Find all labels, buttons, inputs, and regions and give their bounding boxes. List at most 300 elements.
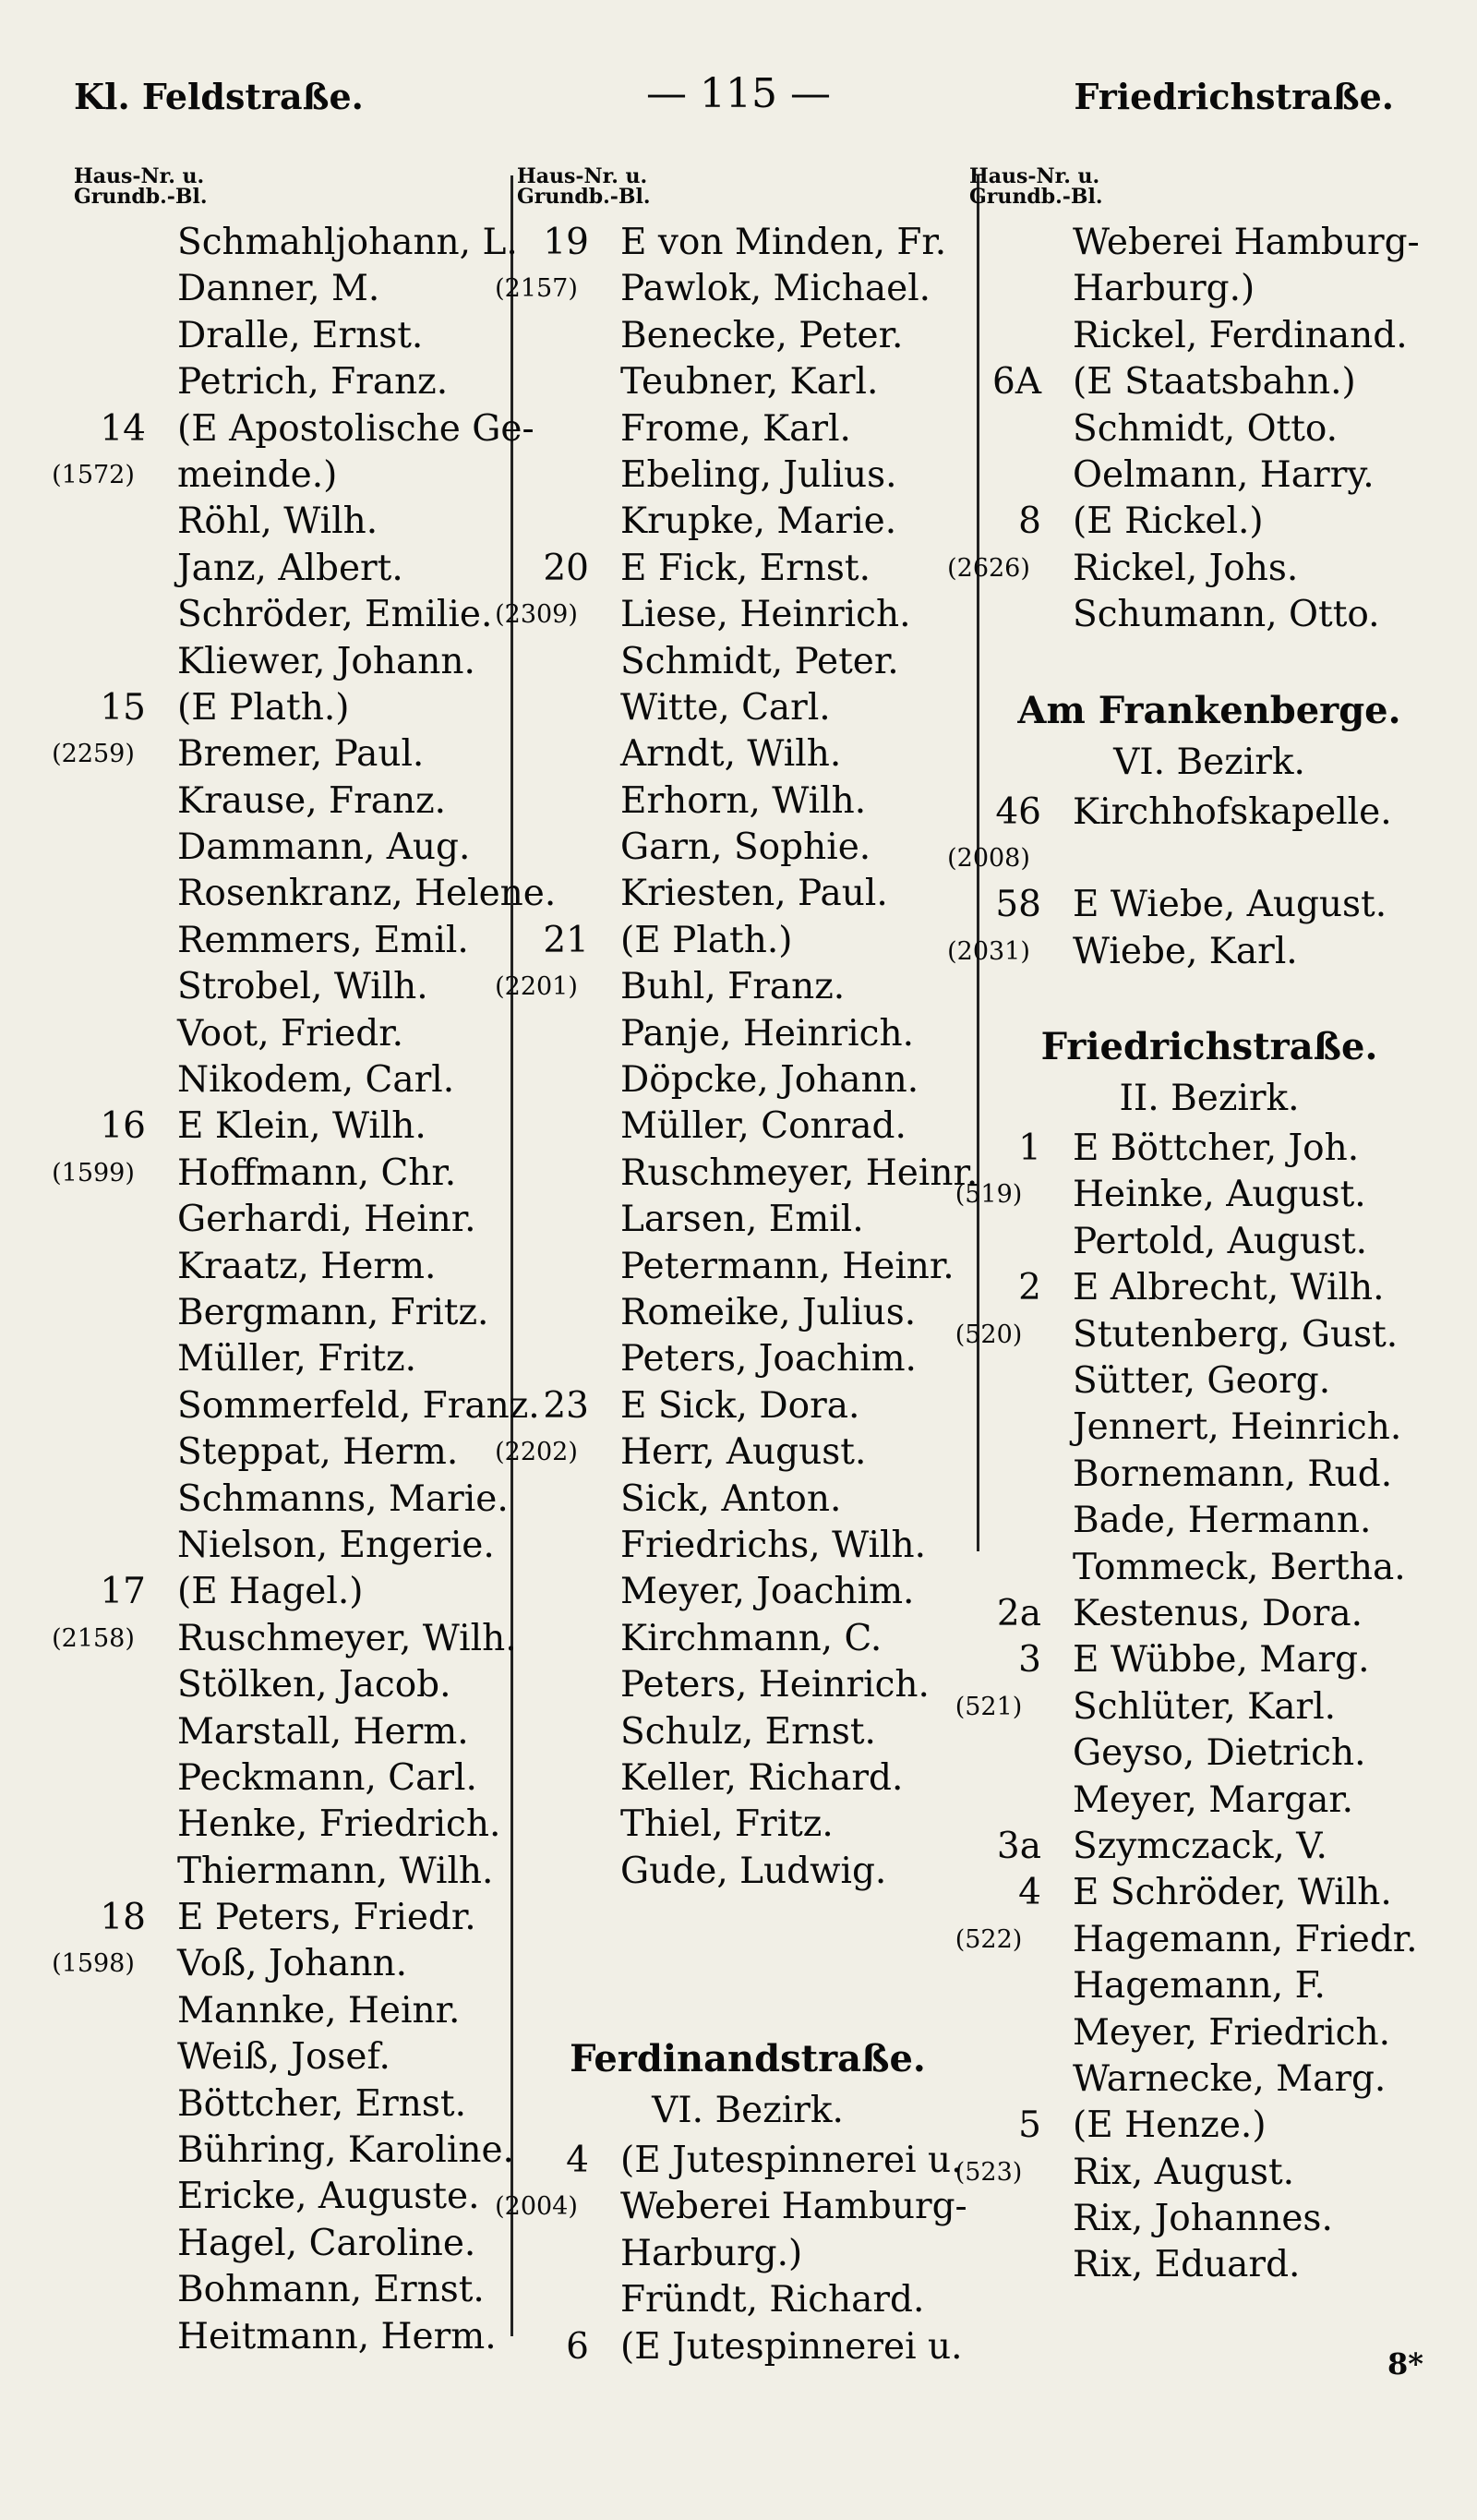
house-number: 16 [100,1105,146,1148]
column-2 [495,164,979,2370]
directory-entry [969,2010,1449,2056]
resident-name: Herr, August. [620,1431,867,1474]
land-register-number: (520) [955,1320,1023,1349]
resident-name: Bohmann, Ernst. [177,2269,485,2311]
resident-name: Mannke, Heinr. [177,1989,461,2032]
resident-name: Danner, M. [177,268,380,310]
house-number: 4 [566,2140,589,2182]
directory-entry [517,639,979,685]
directory-entry [517,1336,979,1382]
resident-name: Müller, Fritz. [177,1338,417,1381]
resident-name: Weberei Hamburg- [1073,222,1420,263]
directory-entry [74,2221,508,2267]
resident-name: Voß, Johann. [177,1943,408,1985]
directory-entry [74,2081,508,2128]
directory-entry [955,2150,1449,2196]
directory-entry [517,778,979,825]
directory-entry [969,2242,1449,2288]
house-number: 3a [996,1825,1041,1867]
resident-name: Kriesten, Paul. [620,873,888,915]
directory-entry [74,499,508,545]
directory-entry [517,1755,979,1802]
resident-name: Stutenberg, Gust. [1073,1313,1399,1356]
directory-entry [517,1569,979,1615]
street-heading: Am Frankenberge. [1017,688,1401,732]
resident-name: E Peters, Friedr. [177,1897,476,1939]
resident-name: (E Rickel.) [1073,500,1264,543]
directory-entry [74,1755,508,1802]
resident-name: Hagemann, Friedr. [1073,1918,1418,1960]
resident-name: Schlüter, Karl. [1073,1685,1337,1728]
resident-name: Benecke, Peter. [620,314,904,356]
resident-name: Rix, August. [1073,2151,1295,2193]
directory-entry [969,1637,1449,1683]
resident-name: Friedrichs, Wilh. [620,1524,926,1566]
directory-entry [74,2314,508,2360]
house-number: 58 [995,884,1041,926]
resident-name: Strobel, Wilh. [177,966,428,1008]
resident-name: Ebeling, Julius. [620,453,897,496]
directory-entry [517,1477,979,1523]
house-number: 19 [543,222,589,263]
resident-name: Remmers, Emil. [177,919,469,961]
land-register-number: (2031) [947,936,1030,966]
directory-entry [495,2184,979,2230]
directory-entry [52,1941,508,1987]
house-number: 4 [1018,1872,1041,1914]
land-register-number: (2202) [495,1438,578,1467]
resident-name: Dammann, Aug. [177,826,471,869]
house-number: 14 [100,407,146,450]
directory-entry [74,2034,508,2080]
directory-entry [74,1244,508,1290]
resident-name: Schulz, Ernst. [620,1710,876,1753]
resident-name: Liese, Heinrich. [620,594,911,636]
resident-name: Gude, Ludwig. [620,1850,887,1892]
resident-name: E Albrecht, Wilh. [1073,1267,1385,1309]
house-number: 20 [543,547,589,589]
directory-entry [495,1429,979,1476]
header-right-street: Friedrichstraße. [1074,76,1394,117]
house-number: 3 [1018,1639,1041,1682]
resident-name: (E Apostolische Ge- [177,407,534,450]
directory-entry [517,825,979,871]
resident-name: Keller, Richard. [620,1756,904,1799]
resident-name: Krause, Franz. [177,779,447,822]
resident-name: (E Plath.) [177,686,350,729]
directory-entry [969,1498,1449,1544]
resident-name: (E Henze.) [1073,2104,1267,2147]
resident-name: Weiß, Josef. [177,2036,390,2079]
land-register-number: (522) [955,1924,1023,1954]
resident-name: (E Jutespinnerei u. [620,2140,963,2182]
directory-entry [969,1452,1449,1498]
directory-entry [517,1197,979,1243]
resident-name: Larsen, Emil. [620,1199,864,1241]
directory-entry [947,546,1449,592]
directory-entry [969,359,1449,405]
resident-name: Schmidt, Otto. [1073,407,1339,450]
resident-name: Witte, Carl. [620,686,831,729]
house-number: 15 [100,686,146,729]
directory-entry [517,1151,979,1197]
resident-name: Thiermann, Wilh. [177,1850,494,1892]
resident-name: Steppat, Herm. [177,1431,459,1474]
land-register-number: (2157) [495,274,578,304]
resident-name: meinde.) [177,453,338,496]
resident-name: Harburg.) [620,2232,803,2274]
directory-entry [947,836,1449,882]
resident-name: (E Hagel.) [177,1571,364,1613]
land-register-number: (2158) [52,1623,135,1653]
resident-name: Petermann, Heinr. [620,1245,955,1287]
resident-name: Frome, Karl. [620,407,851,450]
house-number: 18 [100,1897,146,1939]
land-register-number: (2259) [52,740,135,769]
directory-entry [969,406,1449,452]
resident-name: Kraatz, Herm. [177,1245,437,1287]
directory-entry [52,1151,508,1197]
directory-entry [495,266,979,312]
directory-entry [969,1730,1449,1777]
resident-name: Geyso, Dietrich. [1073,1732,1366,1775]
directory-entry [495,964,979,1010]
resident-name: Nikodem, Carl. [177,1059,455,1102]
directory-entry [517,918,979,964]
directory-entry [517,452,979,499]
directory-entry [517,2231,979,2277]
directory-entry [74,1290,508,1336]
house-number: 23 [543,1384,589,1427]
resident-name: Kirchhofskapelle. [1073,790,1392,833]
resident-name: Szymczack, V. [1073,1825,1327,1867]
resident-name: Rickel, Johs. [1073,547,1299,589]
resident-name: Ericke, Auguste. [177,2176,480,2218]
resident-name: Schmidt, Peter. [620,640,899,682]
resident-name: Kliewer, Johann. [177,640,475,682]
resident-name: Sommerfeld, Franz. [177,1384,540,1427]
directory-entry [517,1290,979,1336]
resident-name: Schumann, Otto. [1073,594,1380,636]
directory-entry [969,1963,1449,2009]
resident-name: Fründt, Richard. [620,2279,925,2321]
resident-name: Schröder, Emilie. [177,594,493,636]
resident-name: Voot, Friedr. [177,1012,403,1055]
directory-entry [517,1057,979,1103]
directory-entry [969,1778,1449,1824]
resident-name: (E Jutespinnerei u. [620,2325,963,2368]
resident-name: Rosenkranz, Helene. [177,873,557,915]
house-number: 1 [1018,1127,1041,1170]
directory-entry [517,1849,979,1895]
directory-entry [955,1917,1449,1963]
resident-name: Ruschmeyer, Wilh. [177,1617,517,1659]
resident-name: Müller, Conrad. [620,1105,907,1148]
resident-name: Rix, Johannes. [1073,2198,1333,2240]
resident-name: Henke, Friedrich. [177,1803,501,1846]
district-label: VI. Bezirk. [1113,741,1305,783]
resident-name: E von Minden, Fr. [620,222,947,263]
resident-name: Panje, Heinrich. [620,1012,914,1055]
page-number: — 115 — [646,70,831,117]
directory-entry [969,499,1449,545]
resident-name: Wiebe, Karl. [1073,930,1298,972]
directory-entry [969,1219,1449,1265]
directory-entry [517,1616,979,1662]
resident-name: Meyer, Margar. [1073,1778,1354,1821]
resident-name: Meyer, Joachim. [620,1571,915,1613]
resident-name: Nielson, Engerie. [177,1524,495,1566]
house-number: 8 [1018,500,1041,543]
resident-name: Teubner, Karl. [620,361,879,404]
directory-entry [517,2138,979,2184]
directory-entry [955,1312,1449,1358]
directory-entry [955,1172,1449,1218]
directory-entry [517,313,979,359]
directory-entry [969,2196,1449,2242]
resident-name: Döpcke, Johann. [620,1059,919,1102]
directory-entry [74,266,508,312]
land-register-number: (2626) [947,553,1030,583]
resident-name: Schmanns, Marie. [177,1477,509,1520]
directory-entry [969,1405,1449,1451]
house-number: 2 [1018,1267,1041,1309]
resident-name: E Fick, Ernst. [620,547,871,589]
directory-entry [969,1265,1449,1311]
directory-entry [74,313,508,359]
resident-name: Bremer, Paul. [177,733,425,776]
resident-name: Romeike, Julius. [620,1291,917,1333]
directory-entry [74,1709,508,1755]
directory-entry [969,1591,1449,1637]
resident-name: Krupke, Marie. [620,500,897,543]
directory-entry [969,1545,1449,1591]
directory-entry [74,1103,508,1150]
directory-entry [517,499,979,545]
resident-name: E Sick, Dora. [620,1384,860,1427]
directory-entry [517,1103,979,1150]
directory-entry [74,1429,508,1476]
resident-name: Schmahljohann, L. [177,222,518,263]
house-number: 2a [996,1592,1041,1634]
resident-name: Hagel, Caroline. [177,2222,476,2264]
directory-entry [74,1057,508,1103]
section-gap [517,1895,979,2033]
directory-entry [517,220,979,266]
resident-name: E Schröder, Wilh. [1073,1872,1392,1914]
resident-name: Rickel, Ferdinand. [1073,314,1408,356]
directory-entry [74,1383,540,1429]
directory-entry [74,825,508,871]
directory-entry [517,1802,979,1848]
directory-entry [969,1824,1449,1870]
resident-name: Rix, Eduard. [1073,2244,1301,2286]
land-register-number: (1598) [52,1949,135,1979]
directory-entry [74,592,508,638]
column-header: Haus-Nr. u. Grundb.-Bl. [517,164,651,209]
resident-name: Kirchmann, C. [620,1617,883,1659]
resident-name: (E Plath.) [620,919,793,961]
directory-entry [969,452,1449,499]
directory-entry [969,882,1449,928]
resident-name: E Klein, Wilh. [177,1105,426,1148]
resident-name: Oelmann, Harry. [1073,453,1375,496]
section-gap [969,639,1449,685]
land-register-number: (2008) [947,843,1030,873]
resident-name: Bornemann, Rud. [1073,1453,1393,1495]
directory-entry [74,546,508,592]
directory-entry [969,592,1449,638]
resident-name: Heitmann, Herm. [177,2315,497,2357]
resident-name: E Böttcher, Joh. [1073,1127,1360,1170]
directory-entry [74,1895,508,1941]
directory-entry [969,2103,1449,2149]
page-header [0,70,1477,140]
resident-name: Peters, Heinrich. [620,1664,930,1706]
directory-entry [74,1011,508,1057]
directory-entry [517,1383,979,1429]
resident-name: Jennert, Heinrich. [1073,1406,1402,1449]
district-label: VI. Bezirk. [652,2090,844,2132]
directory-entry [495,592,979,638]
resident-name: Thiel, Fritz. [620,1803,834,1846]
directory-entry [969,220,1449,266]
directory-entry [74,871,557,917]
directory-entry [74,1988,508,2034]
directory-entry [74,964,508,1010]
directory-entry [74,2267,508,2313]
directory-entry [969,1870,1449,1916]
house-number: 17 [100,1571,146,1613]
resident-name: Janz, Albert. [177,547,403,589]
resident-name: Peckmann, Carl. [177,1756,477,1799]
directory-entry [74,1477,508,1523]
land-register-number: (523) [955,2157,1023,2187]
directory-entry [517,406,979,452]
directory-entry [517,1523,979,1569]
house-number: 46 [995,790,1041,833]
land-register-number: (1599) [52,1158,135,1188]
resident-name: Bade, Hermann. [1073,1500,1372,1542]
directory-entry [955,1684,1449,1730]
column-header: Haus-Nr. u. Grundb.-Bl. [74,164,208,209]
resident-name: Tommeck, Bertha. [1073,1546,1406,1588]
directory-entry [517,1011,979,1057]
resident-name: Peters, Joachim. [620,1338,917,1381]
directory-entry [517,1244,979,1290]
directory-entry [74,220,518,266]
resident-name: Weberei Hamburg- [620,2186,967,2228]
resident-name: Böttcher, Ernst. [177,2082,466,2125]
directory-entry [969,2056,1449,2103]
column-3 [947,164,1449,2289]
resident-name: Petrich, Franz. [177,361,449,404]
directory-entry [969,790,1449,836]
directory-entry [517,685,979,731]
directory-entry [74,918,508,964]
resident-name: Arndt, Wilh. [620,733,842,776]
column-divider [510,175,513,2336]
resident-name: Hoffmann, Chr. [177,1151,457,1194]
resident-name: E Wübbe, Marg. [1073,1639,1370,1682]
directory-entry [52,1616,517,1662]
house-number: 6A [992,361,1041,404]
resident-name: E Wiebe, August. [1073,884,1387,926]
section-gap [969,975,1449,1021]
land-register-number: (2004) [495,2192,578,2222]
directory-entry [517,359,979,405]
resident-name: (E Staatsbahn.) [1073,361,1356,404]
column-header: Haus-Nr. u. Grundb.-Bl. [969,164,1103,209]
land-register-number: (521) [955,1692,1023,1721]
directory-entry [969,1358,1449,1405]
land-register-number: (2309) [495,600,578,630]
directory-entry [74,2174,508,2220]
land-register-number: (2201) [495,972,578,1002]
resident-name: Sütter, Georg. [1073,1360,1331,1403]
directory-entry [74,1849,508,1895]
directory-entry [517,546,979,592]
directory-entry [517,871,979,917]
resident-name: Dralle, Ernst. [177,314,424,356]
directory-entry [74,685,508,731]
resident-name: Meyer, Friedrich. [1073,2011,1390,2054]
directory-entry [969,1126,1449,1172]
directory-entry [74,1569,508,1615]
directory-entry [517,1662,979,1708]
directory-entry [517,1709,979,1755]
house-number: 5 [1018,2104,1041,2147]
land-register-number: (1572) [52,460,135,489]
directory-entry [969,313,1449,359]
directory-entry [74,639,508,685]
directory-entry [74,1662,508,1708]
directory-entry [74,1523,508,1569]
resident-name: Pawlok, Michael. [620,268,931,310]
directory-entry [517,2324,979,2370]
street-heading: Ferdinandstraße. [570,2037,926,2081]
resident-name: Röhl, Wilh. [177,500,378,543]
house-number: 21 [543,919,589,961]
land-register-number: (519) [955,1180,1023,1210]
directory-entry [74,1197,508,1243]
resident-name: Heinke, August. [1073,1174,1366,1216]
house-number: 6 [566,2325,589,2368]
resident-name: Kestenus, Dora. [1073,1592,1363,1634]
district-label: II. Bezirk. [1119,1078,1300,1120]
directory-entry [74,1336,508,1382]
directory-entry [74,2128,514,2174]
resident-name: Harburg.) [1073,268,1255,310]
street-heading: Friedrichstraße. [1040,1025,1378,1069]
resident-name: Marstall, Herm. [177,1710,469,1753]
resident-name: Garn, Sophie. [620,826,871,869]
resident-name: Bergmann, Fritz. [177,1291,489,1333]
header-left-street: Kl. Feldstraße. [74,76,364,117]
resident-name: Hagemann, F. [1073,1965,1326,2008]
signature-mark: 8* [1387,2346,1423,2381]
resident-name: Bühring, Karoline. [177,2129,514,2172]
resident-name: Sick, Anton. [620,1477,842,1520]
directory-entry [517,731,979,778]
resident-name: Ruschmeyer, Heinr. [620,1151,979,1194]
resident-name: Gerhardi, Heinr. [177,1199,476,1241]
directory-entry [74,1802,508,1848]
directory-entry [969,266,1449,312]
directory-entry [74,406,534,452]
resident-name: Buhl, Franz. [620,966,846,1008]
directory-entry [74,359,508,405]
